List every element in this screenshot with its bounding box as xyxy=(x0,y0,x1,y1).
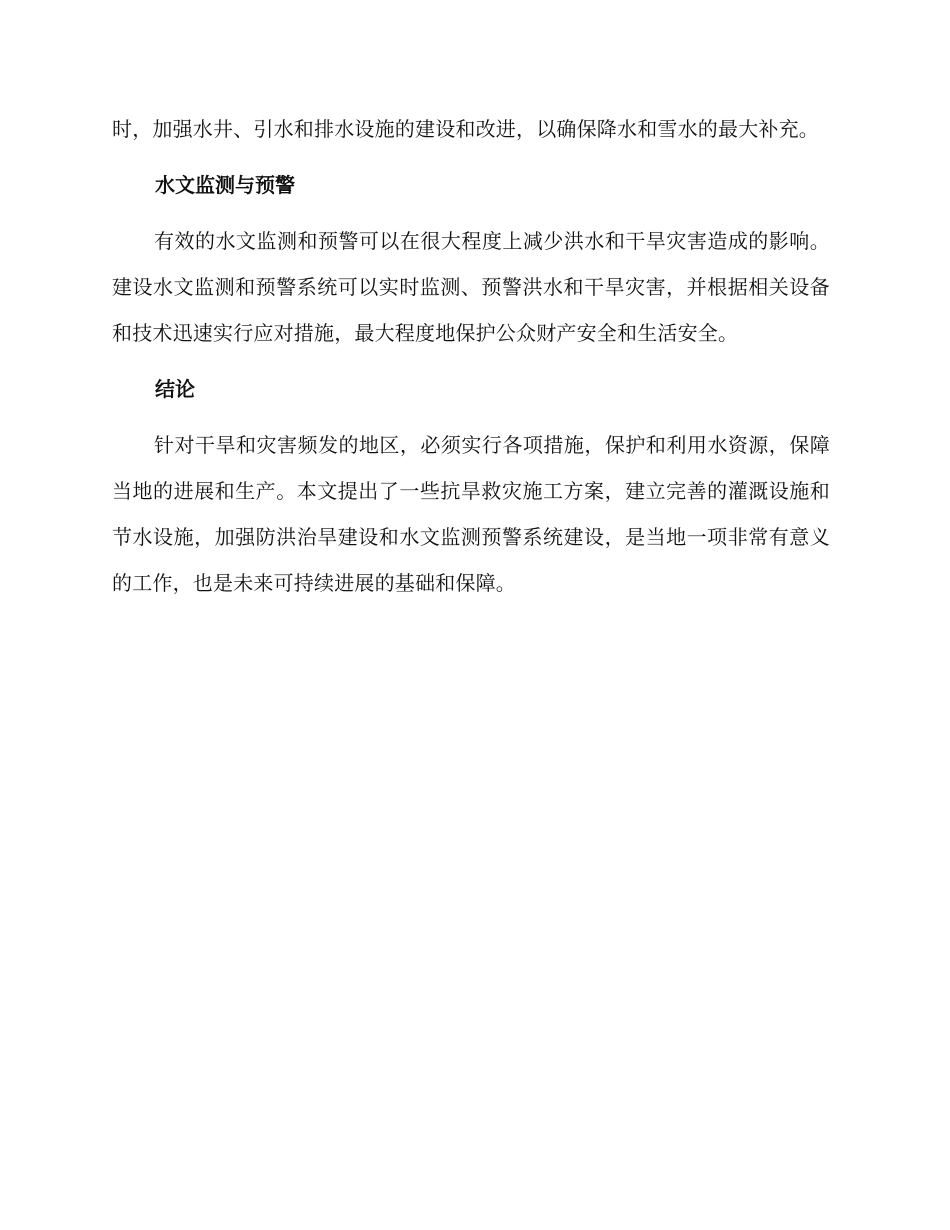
monitoring-paragraph: 有效的水文监测和预警可以在很大程度上减少洪水和干旱灾害造成的影响。建设水文监测和预警系统可以实时监测、预警洪水和干旱灾害，并根据相关设备和技术迅速实行应对措施，最大程度地保护公众财产安全和生活安全。 xyxy=(112,229,830,345)
section-heading-monitoring: 水文监测与预警 xyxy=(155,173,295,197)
spacer xyxy=(112,208,830,218)
document-page xyxy=(112,106,830,606)
spacer xyxy=(112,412,830,422)
conclusion-paragraph: 针对干旱和灾害频发的地区，必须实行各项措施，保护和利用水资源，保障当地的进展和生产。本文提出了一些抗旱救灾施工方案，建立完善的灌溉设施和节水设施，加强防洪治旱建设和水文监测预警系统建设，是当地一项非常有意义的工作，也是未来可持续进展的基础和保障。 xyxy=(112,433,830,595)
continued-paragraph: 时，加强水井、引水和排水设施的建设和改进，以确保降水和雪水的最大补充。 xyxy=(112,117,819,141)
section-heading-conclusion: 结论 xyxy=(155,377,195,401)
